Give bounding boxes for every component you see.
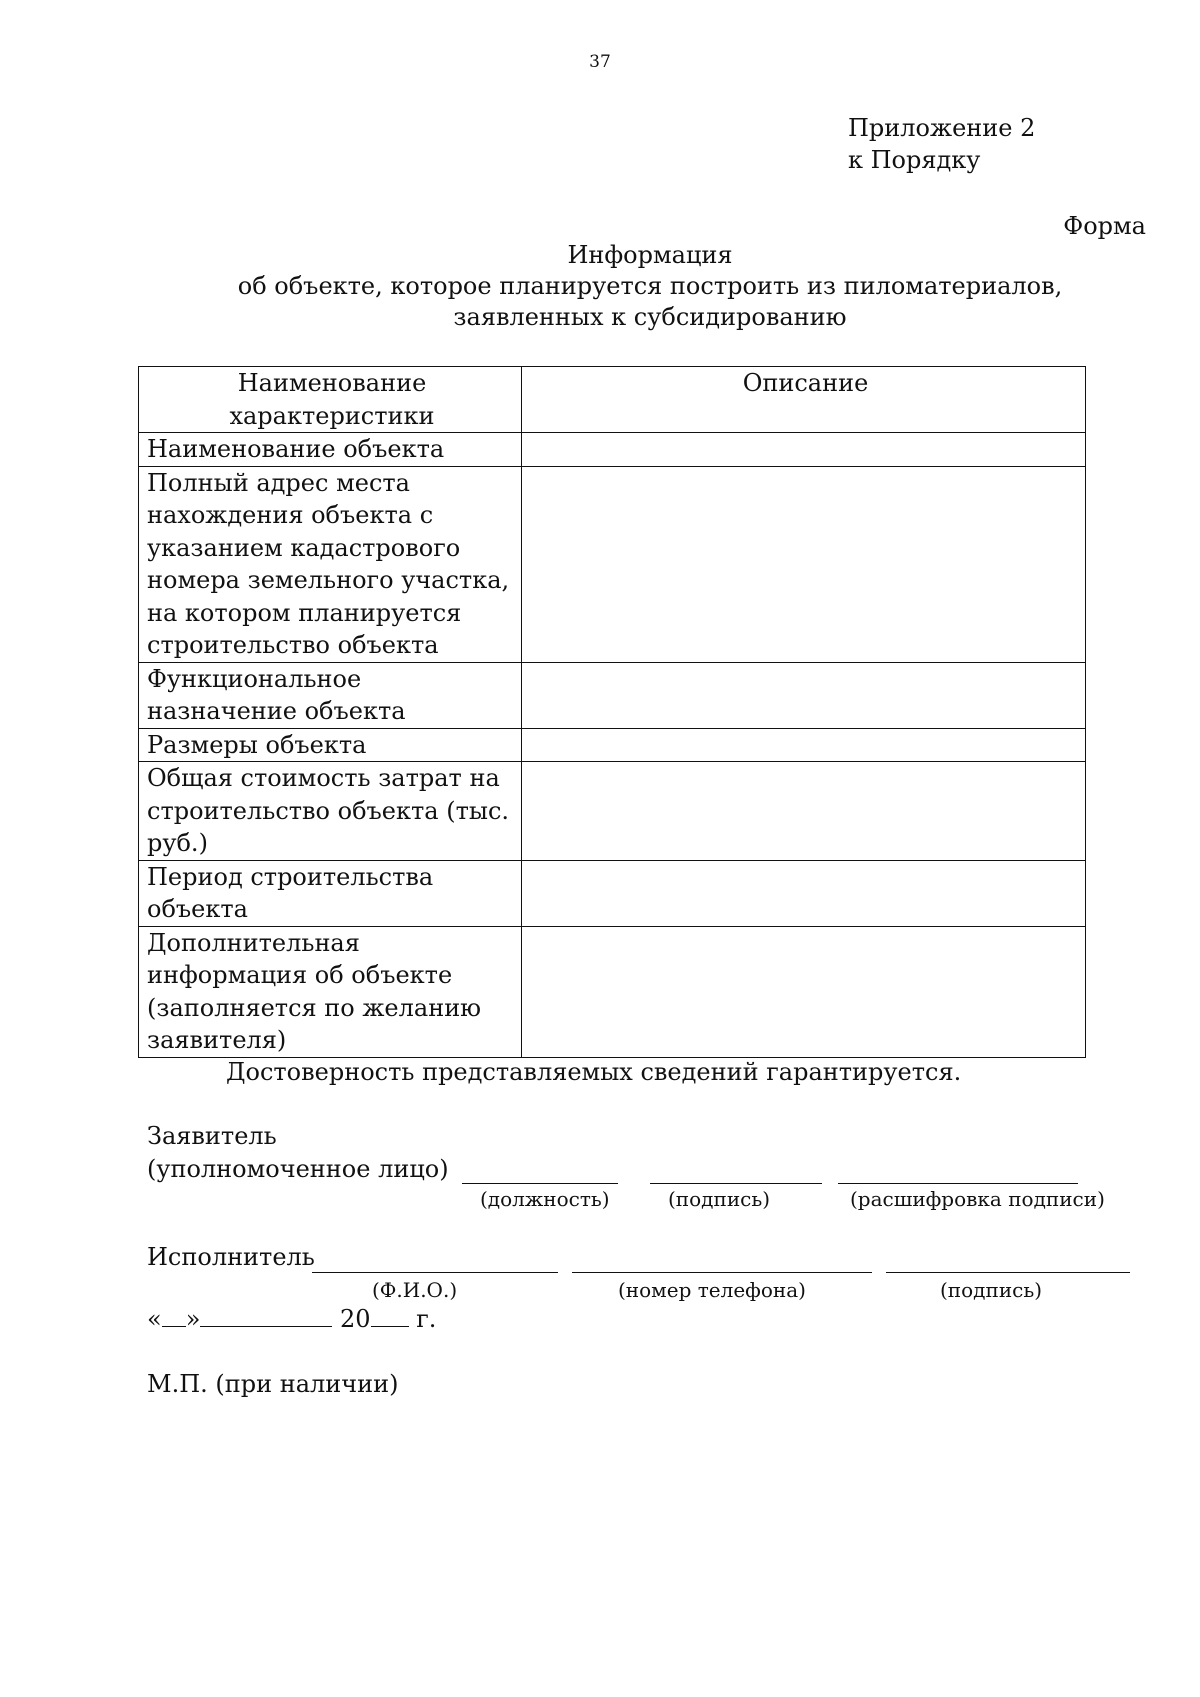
table-header-row xyxy=(139,367,1086,433)
applicant-label: Заявитель xyxy=(147,1122,277,1150)
object-info-table xyxy=(138,366,1086,1058)
table-row xyxy=(139,466,1086,662)
row-label: Функциональное назначение объекта xyxy=(139,662,522,728)
applicant-decoding-line[interactable] xyxy=(838,1183,1078,1184)
certification-statement: Достоверность представляемых сведений гарантируется. xyxy=(226,1058,962,1086)
executor-signature-line[interactable] xyxy=(886,1272,1130,1273)
date-line xyxy=(147,1305,436,1333)
executor-phone-line[interactable] xyxy=(572,1272,872,1273)
date-year-prefix: 20 xyxy=(340,1305,371,1333)
row-value[interactable] xyxy=(522,662,1086,728)
row-value[interactable] xyxy=(522,762,1086,861)
date-month-blank[interactable] xyxy=(200,1326,332,1327)
row-value[interactable] xyxy=(522,860,1086,926)
title-line3: заявленных к субсидированию xyxy=(453,303,847,331)
header-description: Описание xyxy=(522,367,1086,433)
caption-position: (должность) xyxy=(480,1187,610,1211)
table-row xyxy=(139,662,1086,728)
row-label: Дополнительная информация об объекте (заполняется по желанию заявителя) xyxy=(139,926,522,1057)
appendix-reference xyxy=(848,112,1035,176)
applicant-signature-line[interactable] xyxy=(650,1183,822,1184)
row-label: Размеры объекта xyxy=(139,728,522,762)
date-day-blank[interactable] xyxy=(162,1326,186,1327)
row-label: Общая стоимость затрат на строительство объекта (тыс. руб.) xyxy=(139,762,522,861)
caption-decoding: (расшифровка подписи) xyxy=(850,1187,1105,1211)
applicant-authorized: (уполномоченное лицо) xyxy=(147,1155,449,1183)
appendix-line2: к Порядку xyxy=(848,146,981,174)
seal-placeholder: М.П. (при наличии) xyxy=(147,1370,399,1398)
date-year-blank[interactable] xyxy=(371,1326,409,1327)
row-label: Полный адрес места нахождения объекта с указанием кадастрового номера земельного участка, на котором планируется строительство объекта xyxy=(139,466,522,662)
row-value[interactable] xyxy=(522,466,1086,662)
caption-fio: (Ф.И.О.) xyxy=(372,1278,458,1302)
header-characteristic: Наименование характеристики xyxy=(139,367,522,433)
row-value[interactable] xyxy=(522,728,1086,762)
table-row xyxy=(139,728,1086,762)
row-value[interactable] xyxy=(522,433,1086,467)
table-row xyxy=(139,860,1086,926)
form-label: Форма xyxy=(1063,212,1146,240)
row-label: Наименование объекта xyxy=(139,433,522,467)
page-number: 37 xyxy=(589,52,611,72)
applicant-block xyxy=(147,1120,449,1186)
date-close-quote: » xyxy=(185,1305,201,1333)
table-row xyxy=(139,433,1086,467)
caption-phone: (номер телефона) xyxy=(618,1278,806,1302)
executor-label: Исполнитель xyxy=(147,1243,315,1271)
row-label: Период строительства объекта xyxy=(139,860,522,926)
row-value[interactable] xyxy=(522,926,1086,1057)
table-row xyxy=(139,926,1086,1057)
executor-fio-line[interactable] xyxy=(312,1272,558,1273)
appendix-line1: Приложение 2 xyxy=(848,114,1036,142)
document-title xyxy=(200,240,1100,333)
caption-signature: (подпись) xyxy=(668,1187,771,1211)
applicant-position-line[interactable] xyxy=(462,1183,618,1184)
title-line1: Информация xyxy=(567,241,733,269)
table-row xyxy=(139,762,1086,861)
date-year-suffix: г. xyxy=(416,1305,437,1333)
caption-executor-signature: (подпись) xyxy=(940,1278,1043,1302)
title-line2: об объекте, которое планируется построить из пиломатериалов, xyxy=(237,272,1063,300)
date-open-quote: « xyxy=(147,1305,162,1333)
